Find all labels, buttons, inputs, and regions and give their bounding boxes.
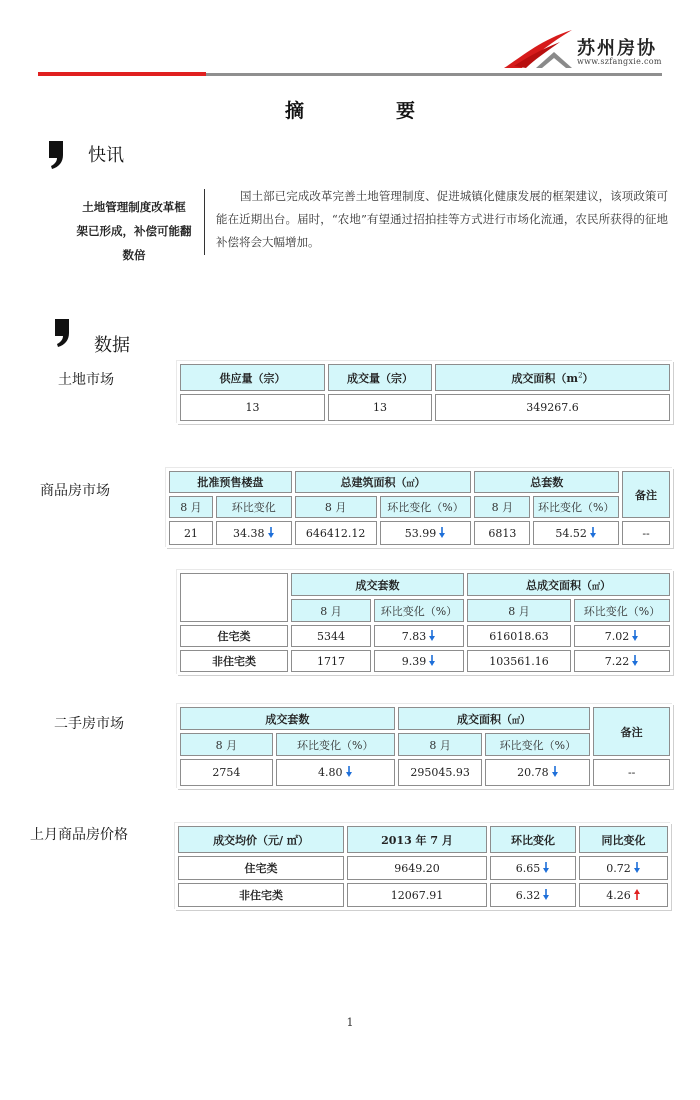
arrow-up-icon <box>633 889 641 900</box>
news-headline-line-1: 土地管理制度改革框 <box>82 200 186 214</box>
news-divider <box>204 189 205 255</box>
land-market-table <box>177 361 673 424</box>
deals-row-units-change: 9.39 <box>374 650 464 672</box>
summary-title-char-2: 要 <box>396 100 416 122</box>
header-bar-red <box>38 72 206 76</box>
arrow-down-icon <box>267 527 275 538</box>
presale-remark-header: 备注 <box>622 471 670 518</box>
deals-area-header: 总成交面积（㎡） <box>467 573 670 596</box>
land-area-header: 成交面积$(m^2)$ <box>435 364 670 391</box>
news-headline-line-2: 架已形成，补偿可能翻 <box>76 224 192 238</box>
arrow-down-icon <box>542 862 550 873</box>
section-comma-icon <box>53 318 71 348</box>
second-hand-market-label: 二手房市场 <box>54 716 124 732</box>
deals-units-header: 成交套数 <box>291 573 464 596</box>
deals-row-area-change: 7.02 <box>574 625 670 647</box>
arrow-down-icon <box>438 527 446 538</box>
presale-units-month-subheader: 8 月 <box>474 496 530 518</box>
land-market-label: 土地市场 <box>58 372 114 388</box>
price-avg-header: 成交均价（元/ ㎡） <box>178 826 344 853</box>
land-deal-header: 成交量（宗） <box>328 364 432 391</box>
arrow-down-icon <box>428 655 436 666</box>
price-mom-header: 环比变化 <box>490 826 576 853</box>
summary-title <box>0 96 700 123</box>
section-comma-icon <box>47 140 65 170</box>
deals-row-area: 103561.16 <box>467 650 571 672</box>
arrow-down-icon <box>631 655 639 666</box>
logo-name: 苏州房协 <box>577 38 657 59</box>
presale-units-value: 6813 <box>474 521 530 545</box>
price-month-header: 2013 年 7 月 <box>347 826 487 853</box>
data-section-title: 数据 <box>94 335 130 356</box>
price-row-yoy: 4.26 <box>579 883 668 907</box>
price-row-value: 12067.91 <box>347 883 487 907</box>
presale-units-header: 总套数 <box>474 471 619 493</box>
deals-row-name: 住宅类 <box>180 625 288 647</box>
arrow-down-icon <box>551 766 559 777</box>
presale-units-change: 54.52 <box>533 521 619 545</box>
presale-remark-value: -- <box>622 521 670 545</box>
news-body: 国土部已完成改革完善土地管理制度、促进城镇化健康发展的框架建议，该项政策可能在近期出台。届时，“农地”有望通过招拍挂等方式进行市场化流通，农民所获得的征地补偿将会大幅增加。 <box>216 189 668 249</box>
arrow-down-icon <box>589 527 597 538</box>
second-hand-area-month-subheader: 8 月 <box>398 733 483 756</box>
deals-row-units: 1717 <box>291 650 371 672</box>
deals-table <box>177 570 673 675</box>
deals-area-change-subheader: 环比变化（%） <box>574 599 670 622</box>
presale-area-month-subheader: 8 月 <box>295 496 377 518</box>
second-hand-remark-value: -- <box>593 759 670 786</box>
deals-area-month-subheader: 8 月 <box>467 599 571 622</box>
price-row-name: 住宅类 <box>178 856 344 880</box>
deals-row-area: 616018.63 <box>467 625 571 647</box>
logo-swoosh-icon <box>500 28 578 72</box>
commercial-market-label: 商品房市场 <box>40 483 110 499</box>
land-area-value: 349267.6 <box>435 394 670 421</box>
presale-area-change-subheader: 环比变化（%） <box>380 496 472 518</box>
news-headline-line-3: 数倍 <box>122 248 146 262</box>
last-month-price-label: 上月商品房价格 <box>30 827 128 843</box>
second-hand-units-header: 成交套数 <box>180 707 395 730</box>
second-hand-area-change: 20.78 <box>485 759 590 786</box>
deals-row-units: 5344 <box>291 625 371 647</box>
presale-projects-change: 34.38 <box>216 521 292 545</box>
deals-units-month-subheader: 8 月 <box>291 599 371 622</box>
land-deal-value: 13 <box>328 394 432 421</box>
presale-month-subheader: 8 月 <box>169 496 213 518</box>
arrow-down-icon <box>542 889 550 900</box>
presale-units-change-subheader: 环比变化（%） <box>533 496 619 518</box>
second-hand-units-change-subheader: 环比变化（%） <box>276 733 395 756</box>
news-headline <box>60 195 208 267</box>
price-yoy-header: 同比变化 <box>579 826 668 853</box>
second-hand-area-header: 成交面积（㎡） <box>398 707 591 730</box>
second-hand-area-value: 295045.93 <box>398 759 483 786</box>
presale-area-value: 646412.12 <box>295 521 377 545</box>
presale-area-header: 总建筑面积（㎡） <box>295 471 472 493</box>
arrow-down-icon <box>428 630 436 641</box>
summary-title-char-1: 摘 <box>284 100 304 122</box>
news-section-title: 快讯 <box>88 145 124 166</box>
price-row-yoy: 0.72 <box>579 856 668 880</box>
arrow-down-icon <box>345 766 353 777</box>
presale-projects-value: 21 <box>169 521 213 545</box>
price-table <box>175 823 671 910</box>
deals-units-change-subheader: 环比变化（%） <box>374 599 464 622</box>
deals-row-units-change: 7.83 <box>374 625 464 647</box>
logo-url: www.szfangxie.com <box>577 57 662 66</box>
arrow-down-icon <box>633 862 641 873</box>
land-supply-header: 供应量（宗） <box>180 364 325 391</box>
second-hand-units-change: 4.80 <box>276 759 395 786</box>
price-row-name: 非住宅类 <box>178 883 344 907</box>
presale-projects-header: 批准预售楼盘 <box>169 471 292 493</box>
second-hand-area-change-subheader: 环比变化（%） <box>485 733 590 756</box>
price-row-mom: 6.32 <box>490 883 576 907</box>
second-hand-table <box>177 704 673 789</box>
arrow-down-icon <box>631 630 639 641</box>
presale-change-subheader: 环比变化 <box>216 496 292 518</box>
price-row-value: 9649.20 <box>347 856 487 880</box>
header-bar-gray <box>206 73 662 76</box>
deals-corner-cell <box>180 573 288 622</box>
second-hand-units-month-subheader: 8 月 <box>180 733 273 756</box>
price-row-mom: 6.65 <box>490 856 576 880</box>
deals-row-name: 非住宅类 <box>180 650 288 672</box>
land-supply-value: 13 <box>180 394 325 421</box>
page-number: 1 <box>346 1016 354 1029</box>
deals-row-area-change: 7.22 <box>574 650 670 672</box>
second-hand-units-value: 2754 <box>180 759 273 786</box>
presale-table <box>166 468 673 548</box>
second-hand-remark-header: 备注 <box>593 707 670 756</box>
presale-area-change: 53.99 <box>380 521 472 545</box>
